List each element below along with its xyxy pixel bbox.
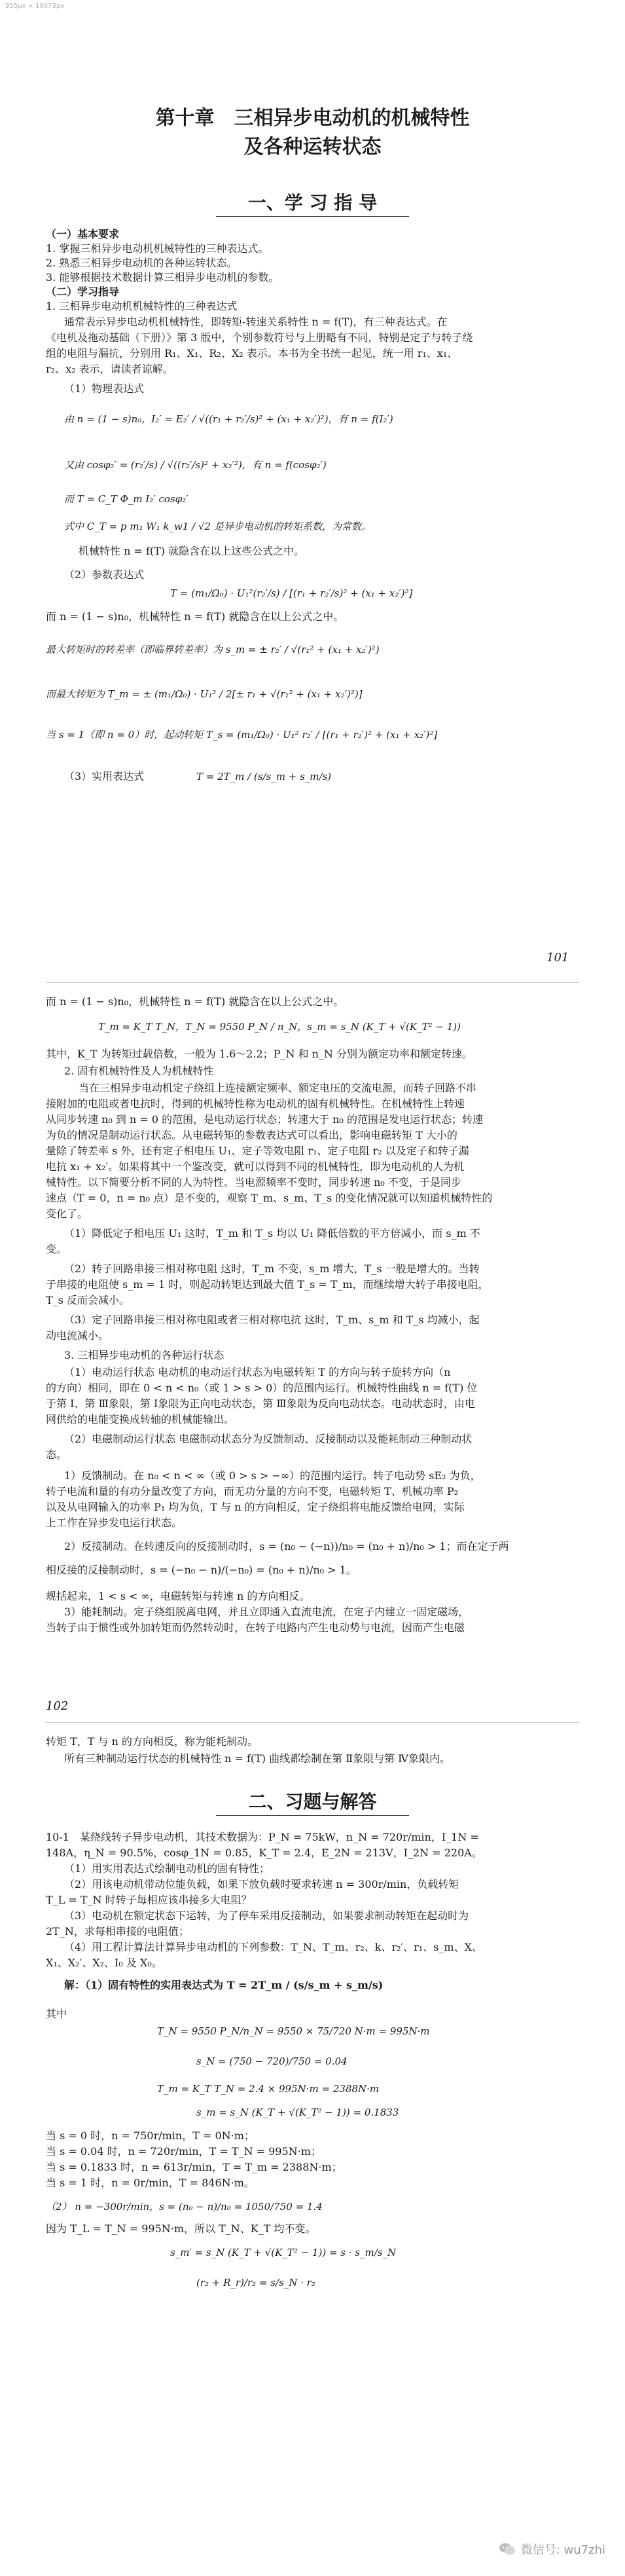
physical-conclusion: 机械特性 n = f(T) 就隐含在以上这些公式之中。 (79, 545, 305, 557)
guide-item-2: 2. 固有机械特性及人为机械特性 (64, 1065, 214, 1077)
guide-paragraph-line: 通常表示异步电动机机械特性，即转矩-转速关系特性 n = f(T)，有三种表达式。在 (64, 316, 448, 328)
problem-item: （3）电动机在额定状态下运转，为了停车采用反接制动，如果要求制动转矩在起动时为 (64, 1909, 469, 1922)
regenerative-braking: 上工作在异步发电运行状态。 (46, 1517, 183, 1529)
guide-heading: （二）学习指导 (46, 285, 120, 298)
dynamic-braking: 当转子由于惯性或外加转矩而仍然转动时，在转子电路内产生电动势与电流，因而产生电磁 (46, 1621, 465, 1634)
physical-formula-torque: 而 T = C_T Φ_m I₂′ cosφ₂′ (64, 493, 188, 505)
page-number: 102 (46, 1699, 69, 1713)
problem-statement: 10-1 某绕线转子异步电动机，其技术数据为：P_N = 75kW，n_N = 720r/min，I_1N = (46, 1831, 479, 1843)
size-label: 955px × 19673px (5, 3, 65, 10)
problem-statement: 148A，η_N = 90.5%，cosφ_1N = 0.85，K_T = 2.4，E_2N = 213V，I_2N = 220A。 (46, 1847, 482, 1859)
wechat-icon (499, 2542, 516, 2556)
regenerative-braking: 1）反馈制动。在 n₀ < n < ∞（或 0 > s > −∞）的范围内运行。转子电动势 sE₂ 为负， (64, 1469, 481, 1482)
param-expression-heading: （2）参数表达式 (64, 568, 145, 581)
summary-line: 规括起来，1 < s < ∞，电磁转矩与转速 n 的方向相反。 (46, 1590, 310, 1602)
paragraph-line: 电抗 x₁ + x₂′。如果将其中一个鉴改变，就可以得到不同的机械特性，即为电动机的人为机 (46, 1160, 465, 1173)
section-title-exercises: 二、习题与解答 (248, 1791, 377, 1812)
starting-torque-line: 当 s = 1（即 n = 0）时，起动转矩 T_s = (m₁/Ω₀) · U₁² r₂′ / [(r₁ + r₂′)² + (x₁ + x₂′)²] (46, 729, 438, 741)
kt-definition: 其中，K_T 为转矩过载倍数，一般为 1.6～2.2；P_N 和 n_N 分别为额定功率和额定转速。 (46, 1048, 473, 1060)
paragraph-line: 当在三相异步电动机定子绕组上连接额定频率、额定电压的交流电源，而转子回路不串 (79, 1082, 477, 1094)
section-rule (216, 216, 409, 217)
solution-tn: T_N = 9550 P_N/n_N = 9550 × 75/720 N·m = 995N·m (157, 2025, 430, 2037)
solution-part2-ratio: (r₂ + R_r)/r₂ = s/s_N · r₂ (196, 2277, 315, 2289)
case-rotor-resistance: 子串接的电阻使 s_m = 1 时，则起动转矩达到最大值 T_s = T_m，而继续增大转子串接电阻， (46, 1278, 489, 1291)
regenerative-braking: 转子电流和量的有功分量改变了方向，而无功分量的方向不变，电磁转矩 T、机械功率 P₂ (46, 1485, 459, 1498)
watermark-text: 微信号: wu7zhi (520, 2543, 605, 2557)
problem-item: （4）用工程计算法计算异步电动机的下列参数：T_N、T_m、r₂、k、r₂′、r₁、s_m、X、 (64, 1941, 482, 1953)
case-rotor-resistance: T_s 反而会减小。 (46, 1294, 130, 1306)
torque-coefficient-line: 式中 C_T = p m₁ W₁ k_w1 / √2 是异步电动机的转矩系数，为常数。 (64, 521, 371, 532)
physical-formula-current: 由 n = (1 − s)n₀，I₂′ = E₂′ / √((r₁ + r₂′/s)² + (x₁ + x₂′)²)，有 n = f(I₂′) (64, 413, 393, 425)
braking-quadrant-summary: 所有三种制动运行状态的机械特性 n = f(T) 曲线都绘制在第 Ⅱ象限与第 Ⅳ象限内。 (64, 1752, 451, 1765)
solution-part2-note: 因为 T_L = T_N = 995N·m，所以 T_N、K_T 均不变。 (46, 2222, 316, 2235)
paragraph-line: 为负的情况是制动运行状态。从电磁转矩的参数表达式可以看出，影响电磁转矩 T 大小的 (46, 1129, 457, 1141)
solution-part2: （2） n = −300r/min，s = (n₀ − n)/n₀ = 1050/750 = 1.4 (46, 2201, 323, 2213)
req-item: 2. 熟悉三相异步电动机的各种运转状态。 (46, 257, 238, 269)
characteristic-point: 当 s = 0.04 时，n = 720r/min，T = T_N = 995N·m； (46, 2145, 321, 2158)
guide-item-3: 3. 三相异步电动机的各种运行状态 (64, 1349, 224, 1361)
paragraph-line: 变化了。 (46, 1207, 88, 1220)
motoring-state: （1）电动运行状态 电动机的电动运行状态为电磁转矩 T 的方向与转子旋转方向（n (64, 1366, 451, 1378)
physical-expression-heading: （1）物理表达式 (64, 382, 145, 395)
guide-paragraph-line: 组的电阻与漏抗，分别用 R₁、X₁、R₂、X₂ 表示。本书为全书统一起见，统一用 r₁、x₁、 (46, 347, 458, 359)
dynamic-braking-cont: 转矩 T，T 与 n 的方向相反，称为能耗制动。 (46, 1735, 258, 1748)
solution-where: 其中 (46, 2008, 67, 2020)
solution-heading: 解：（1）固有特性的实用表达式为 T = 2T_m / (s/s_m + s_m/s) (64, 1979, 384, 1991)
problem-item: X₁、X₂′、X₂、I₀ 及 X₀。 (46, 1957, 162, 1969)
max-torque-line: 而最大转矩为 T_m = ± (m₁/Ω₀) · U₁² / 2[± r₁ + √(r₁² + (x₁ + x₂′)²)] (46, 688, 363, 700)
basic-req-heading: （一）基本要求 (46, 228, 120, 240)
case-rotor-resistance: （2）转子回路串接三相对称电阻 这时，T_m 不变，s_m 增大，T_s 一般是增大的。当转 (64, 1262, 480, 1275)
req-item: 3. 能够根据技术数据计算三相异步电动机的参数。 (46, 271, 279, 284)
problem-item: 2T_N，求每相串接的电阻值； (46, 1925, 189, 1938)
req-item: 1. 掌握三相异步电动机机械特性的三种表达式。 (46, 242, 269, 255)
characteristic-point: 当 s = 0 时，n = 750r/min，T = 0N·m； (46, 2129, 255, 2142)
section-rule (216, 1815, 409, 1816)
solution-part2-sm: s_m′ = s_N (K_T + √(K_T² − 1)) = s · s_m/s_N (170, 2247, 397, 2258)
motoring-state: 于第 Ⅰ、第 Ⅲ象限，第 Ⅰ象限为正向电动状态，第 Ⅲ象限为反向电动状态。电动状态时，由电 (46, 1397, 475, 1410)
section-title-study-guide: 一、学 习 指 导 (247, 192, 378, 213)
physical-formula-cos: 又由 cosφ₂′ = (r₂′/s) / √((r₂′/s)² + x₂′²)，有 n = f(cosφ₂′) (64, 459, 327, 471)
characteristic-point: 当 s = 0.1833 时，n = 613r/min，T = T_m = 2388N·m； (46, 2161, 342, 2173)
motoring-state: 的方向）相同，即在 0 < n < n₀（或 1 > s > 0）的范围内运行。机械特性曲线 n = f(T) 位 (46, 1382, 478, 1394)
paragraph-line: 速点（T = 0，n = n₀ 点）是不变的，观察 T_m、s_m、T_s 的变化情况就可以知道机械特性的 (46, 1192, 493, 1204)
page-103 (0, 1722, 625, 2576)
regenerative-braking: 以及从电网输入的功率 P₁ 均为负，T 与 n 的方向相反，定子绕组将电能反馈给电网，实际 (46, 1501, 465, 1513)
critical-slip-line: 最大转矩时的转差率（即临界转差率）为 s_m = ± r₂′ / √(r₁² + (x₁ + x₂′)²) (46, 644, 380, 655)
problem-item: （2）用该电动机带动位能负载，如果下放负载时要求转速 n = 300r/min，负载转矩 (64, 1878, 459, 1890)
page-102 (0, 982, 625, 1722)
solution-sm: s_m = s_N (K_T + √(K_T² − 1)) = 0.1833 (196, 2107, 399, 2118)
braking-state: 态。 (46, 1448, 67, 1461)
motoring-state: 网供给的电能变换成转轴的机械能输出。 (46, 1413, 235, 1426)
braking-state: （2）电磁制动运行状态 电磁制动状态分为反馈制动、反接制动以及能耗制动三种制动状 (64, 1433, 473, 1445)
param-formula: T = (m₁/Ω₀) · U₁²(r₂′/s) / [(r₁ + r₂′/s)² + (x₁ + x₂′)²] (170, 587, 413, 599)
practical-formula: T = 2T_m / (s/s_m + s_m/s) (196, 771, 332, 782)
case-voltage: （1）降低定子相电压 U₁ 这时，T_m 和 T_s 均以 U₁ 降低倍数的平方倍减小，而 s_m 不 (64, 1227, 480, 1240)
guide-paragraph-line: r₂、x₂ 表示，请读者谅解。 (46, 363, 173, 375)
page-divider (46, 1722, 579, 1723)
problem-item: T_L = T_N 时转子每相应该串接多大电阻？ (46, 1894, 252, 1906)
guide-item-1: 1. 三相异步电动机机械特性的三种表达式 (46, 300, 238, 312)
plugging-braking: 2）反接制动。在转速反向的反接制动时，s = (n₀ − (−n))/n₀ = (n₀ + n)/n₀ > 1；而在定子两 (64, 1540, 509, 1553)
param-conclusion: 而 n = (1 − s)n₀，机械特性 n = f(T) 就隐含在以上公式之中。 (46, 610, 344, 623)
guide-paragraph-line: 《电机及拖动基础（下册）》第 3 版中，个别参数符号与上册略有不同，特别是定子与转子绕 (46, 331, 473, 344)
chapter-title-line2: 及各种运转状态 (243, 136, 382, 158)
solution-sn: s_N = (750 − 720)/750 = 0.04 (196, 2055, 348, 2067)
paragraph-line: 量除了转差率 s 外，还有定子相电压 U₁、定子等效电阻 r₁、定子电阻 r₂ 以及定子和转子漏 (46, 1145, 469, 1157)
characteristic-point: 当 s = 1 时，n = 0r/min，T = 846N·m。 (46, 2177, 255, 2189)
chapter-title-line1: 第十章 三相异步电动机的机械特性 (155, 107, 470, 130)
case-stator-impedance: 动电流减小。 (46, 1329, 109, 1342)
page-101 (0, 0, 625, 982)
page-number: 101 (546, 951, 569, 965)
case-stator-impedance: （3）定子回路串接三相对称电阻或者三相对称电抗 这时，T_m、s_m 和 T_s 均减小，起 (64, 1314, 480, 1326)
paragraph-line: 械特性。以下简要分析不同的人为特性。当电源频率不变时，同步转速 n₀ 不变，于是同步 (46, 1176, 461, 1188)
wechat-watermark (499, 2541, 605, 2558)
plugging-braking: 相反接的反接制动时，s = (−n₀ − n)/(−n₀) = (n₀ + n)/n₀ > 1。 (46, 1564, 357, 1576)
paragraph-line: 接附加的电阻或者电抗时，得到的机械特性称为电动机的固有机械特性。在机械特性上转速 (46, 1097, 465, 1110)
case-voltage: 变。 (46, 1243, 67, 1255)
problem-item: （1）用实用表达式绘制电动机的固有特性； (64, 1862, 270, 1875)
dynamic-braking: 3）能耗制动。定子绕组脱离电网，并且立即通入直流电流，在定子内建立一固定磁场， (64, 1606, 469, 1618)
page-divider (46, 982, 579, 983)
rated-torque-formula: T_m = K_T T_N，T_N = 9550 P_N / n_N，s_m = s_N (K_T + √(K_T² − 1)) (98, 1021, 461, 1033)
practical-expression-heading: （3）实用表达式 (64, 770, 145, 782)
paragraph-line: 从同步转速 n₀ 到 n = 0 的范围，是电动运行状态；转速大于 n₀ 的范围是发电运行状态；转速 (46, 1113, 484, 1126)
solution-tm: T_m = K_T T_N = 2.4 × 995N·m = 2388N·m (157, 2083, 380, 2095)
practical-conclusion: 而 n = (1 − s)n₀，机械特性 n = f(T) 就隐含在以上公式之中。 (46, 995, 344, 1008)
